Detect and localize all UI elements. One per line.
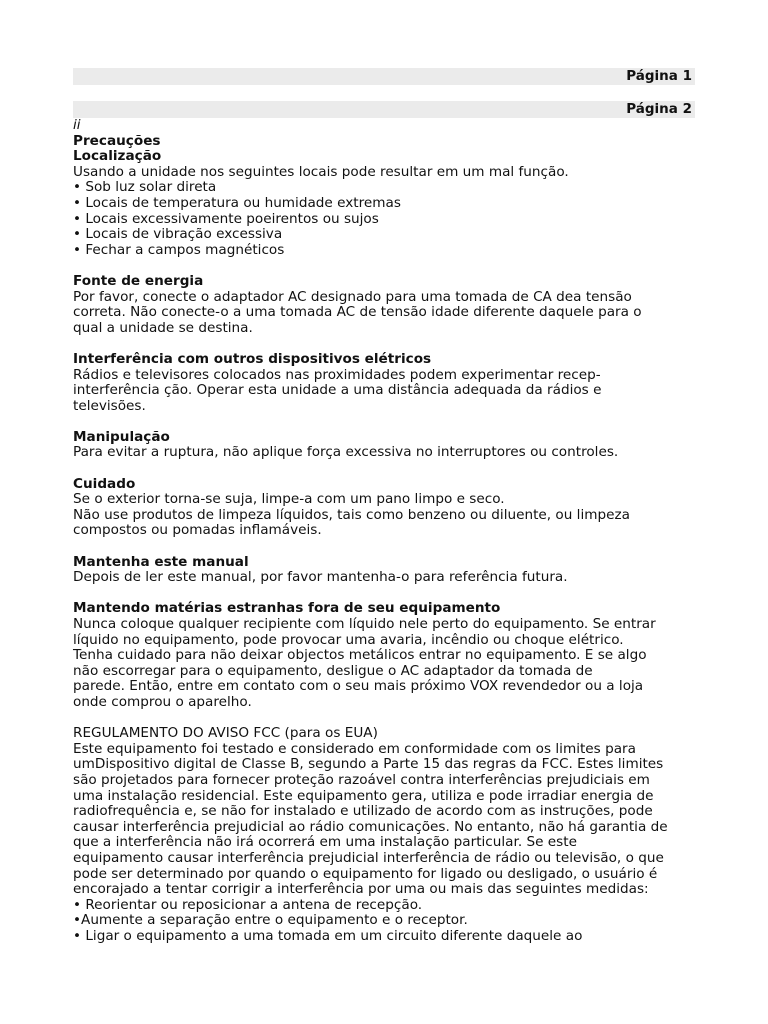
paragraph-line: Por favor, conecte o adaptador AC designado para uma tomada de CA dea tensão <box>73 288 632 305</box>
section-heading: Localização <box>73 148 162 165</box>
document-body <box>73 118 703 960</box>
paragraph-line: compostos ou pomadas inflamáveis. <box>73 522 322 539</box>
section-handling <box>73 430 703 461</box>
paragraph-line: umDispositivo digital de Classe B, segundo a Parte 15 das regras da FCC. Estes limites <box>73 756 664 773</box>
section-heading: Manipulação <box>73 428 170 445</box>
paragraph-line: líquido no equipamento, pode provocar uma avaria, incêndio ou choque elétrico. <box>73 631 624 648</box>
section-power <box>73 274 703 336</box>
paragraph-line: radiofrequência e, se não for instalado e utilizado de acordo com as instruções, pode <box>73 803 653 820</box>
paragraph-line: qual a unidade se destina. <box>73 319 253 336</box>
section-interference <box>73 352 703 414</box>
document-title: Precauções <box>73 132 161 149</box>
section-foreign-matter <box>73 601 703 710</box>
paragraph-line: interferência ção. Operar esta unidade a uma distância adequada da rádios e <box>73 382 602 399</box>
bullet-list <box>73 898 703 945</box>
paragraph-line: Se o exterior torna-se suja, limpe-a com um pano limpo e seco. <box>73 491 505 508</box>
list-item: •Aumente a separação entre o equipamento e o receptor. <box>73 912 468 929</box>
paragraph-line: Usando a unidade nos seguintes locais pode resultar em um mal função. <box>73 163 569 180</box>
paragraph-line: Não use produtos de limpeza líquidos, tais como benzeno ou diluente, ou limpeza <box>73 506 630 523</box>
paragraph-line: pode ser determinado por quando o equipamento for ligado ou desligado, o usuário é <box>73 865 658 882</box>
section-heading: Cuidado <box>73 475 136 492</box>
list-item: • Sob luz solar direta <box>73 179 217 196</box>
paragraph-line: televisões. <box>73 397 146 414</box>
paragraph-line: onde comprou o aparelho. <box>73 693 252 710</box>
page-number-1: Página 1 <box>626 68 692 84</box>
list-item: • Ligar o equipamento a uma tomada em um circuito diferente daquele ao <box>73 927 583 944</box>
section-heading: Mantendo matérias estranhas fora de seu equipamento <box>73 600 501 617</box>
paragraph-line: Este equipamento foi testado e considerado em conformidade com os limites para <box>73 740 636 757</box>
paragraph-line: não escorregar para o equipamento, desligue o AC adaptador da tomada de <box>73 662 593 679</box>
paragraph-line: Nunca coloque qualquer recipiente com líquido nele perto do equipamento. Se entrar <box>73 616 656 632</box>
list-item: • Fechar a campos magnéticos <box>73 241 285 258</box>
section-heading: Interferência com outros dispositivos elétricos <box>73 350 432 367</box>
list-item: • Reorientar ou reposicionar a antena de recepção. <box>73 896 423 913</box>
page-header-2 <box>73 101 695 118</box>
section-fcc <box>73 726 703 944</box>
bullet-list <box>73 180 703 258</box>
paragraph-line: Tenha cuidado para não deixar objectos metálicos entrar no equipamento. E se algo <box>73 647 647 664</box>
section-heading: Fonte de energia <box>73 272 204 289</box>
paragraph-line: Depois de ler este manual, por favor mantenha-o para referência futura. <box>73 569 568 586</box>
section-heading: REGULAMENTO DO AVISO FCC (para os EUA) <box>73 725 378 742</box>
paragraph-line: Rádios e televisores colocados nas proximidades podem experimentar recep- <box>73 366 601 383</box>
list-item: • Locais de temperatura ou humidade extremas <box>73 194 401 211</box>
section-location <box>73 149 703 258</box>
paragraph-line: encorajado a tentar corrigir a interferência por uma ou mais das seguintes medidas: <box>73 881 649 898</box>
page-header-1 <box>73 68 695 85</box>
paragraph-line: equipamento causar interferência prejudicial interferência de rádio ou televisão, o que <box>73 849 664 866</box>
paragraph-line: Para evitar a ruptura, não aplique força excessiva no interruptores ou controles. <box>73 444 619 461</box>
page-number-2: Página 2 <box>626 101 692 117</box>
paragraph-line: parede. Então, entre em contato com o seu mais próximo VOX revendedor ou a loja <box>73 678 644 695</box>
paragraph-line: correta. Não conecte-o a uma tomada AC de tensão idade diferente daquele para o <box>73 304 642 321</box>
roman-page-number: ii <box>73 117 81 133</box>
list-item: • Locais excessivamente poeirentos ou sujos <box>73 210 379 227</box>
paragraph-line: uma instalação residencial. Este equipamento gera, utiliza e pode irradiar energia de <box>73 787 654 804</box>
paragraph-line: são projetados para fornecer proteção razoável contra interferências prejudiciais em <box>73 771 650 788</box>
section-care <box>73 477 703 539</box>
paragraph-line: que a interferência não irá ocorrerá em uma instalação particular. Se este <box>73 834 577 851</box>
section-heading: Mantenha este manual <box>73 553 249 570</box>
section-keep-manual <box>73 555 703 586</box>
list-item: • Locais de vibração excessiva <box>73 226 283 243</box>
paragraph-line: causar interferência prejudicial ao rádio comunicações. No entanto, não há garantia de <box>73 818 668 835</box>
